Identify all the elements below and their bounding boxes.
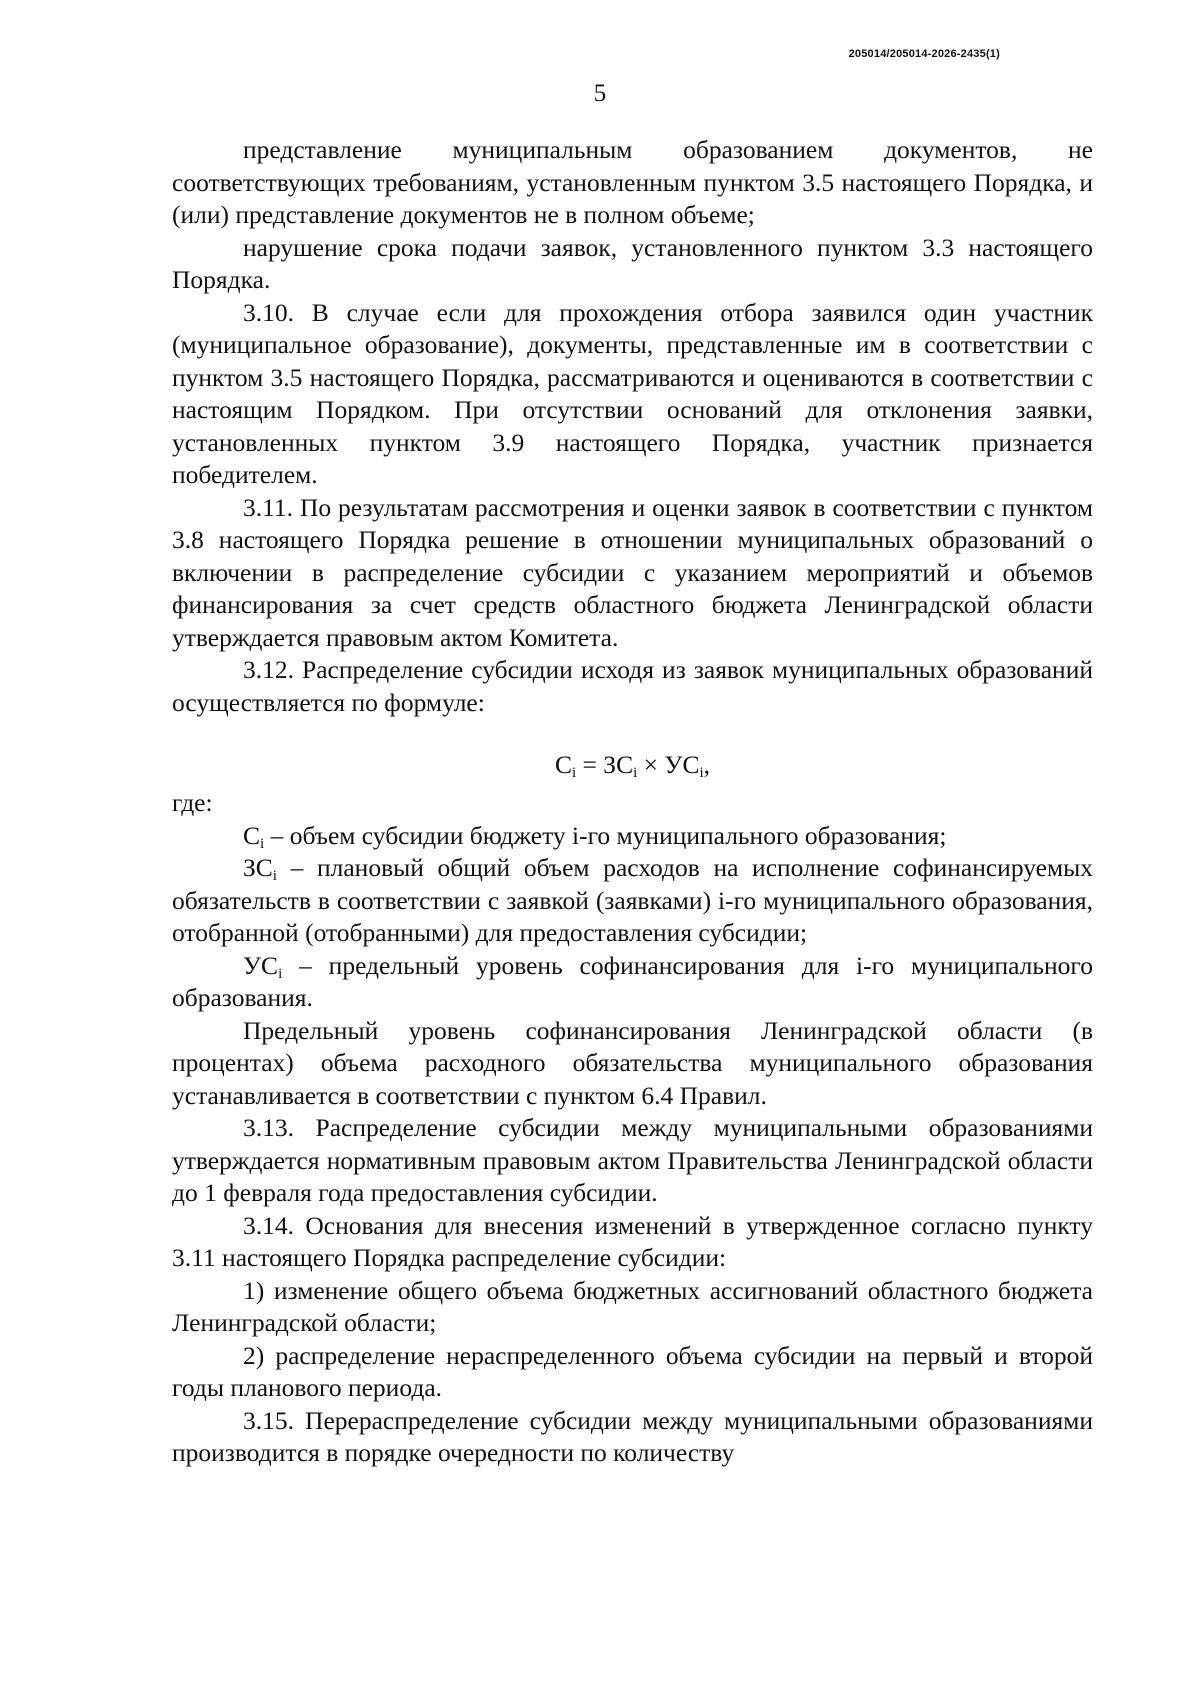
paragraph-cofinancing: Предельный уровень софинансирования Ленинградской области (в процентах) объема расходного обязательства муниципального образования устанавливается в соответствии с пунктом 6.4 Правил. bbox=[172, 1015, 1093, 1110]
paragraph-3-15: 3.15. Перераспределение субсидии между муниципальными образованиями производится в порядке очередности по количеству bbox=[172, 1405, 1093, 1467]
paragraph-3-14: 3.14. Основания для внесения изменений в утвержденное согласно пункту 3.11 настоящего Порядка распределение субсидии: bbox=[172, 1210, 1093, 1272]
formula-sub-3: i bbox=[699, 765, 704, 781]
document-body bbox=[172, 134, 1093, 1470]
def3-text: – предельный уровень софинансирования для i-го муниципального образования. bbox=[172, 950, 1093, 1012]
paragraph-1: представление муниципальным образованием документов, не соответствующих требованиям, установленным пунктом 3.5 настоящего Порядка, и (или) представление документов не в полном объеме; bbox=[172, 135, 1093, 229]
def3-sub: i bbox=[278, 965, 283, 982]
paragraph-3-14-item-2: 2) распределение нераспределенного объема субсидии на первый и второй годы планового периода. bbox=[172, 1340, 1093, 1402]
paragraph-3-12: 3.12. Распределение субсидии исходя из заявок муниципальных образований осуществляется по формуле: bbox=[172, 655, 1093, 717]
formula-c: C bbox=[554, 750, 572, 779]
def1-text: – объем субсидии бюджету i-го муниципального образования; bbox=[264, 820, 947, 850]
def2-text: – плановый общий объем расходов на исполнение софинансируемых обязательств в соответствии с заявкой (заявками) i-го муниципального образования, отобранной (отобранными) для предоставления субсидии; bbox=[172, 853, 1093, 947]
paragraph-3-13: 3.13. Распределение субсидии между муниципальными образованиями утверждается нормативным правовым актом Правительства Ленинградской области до 1 февраля года предоставления субсидии. bbox=[172, 1113, 1093, 1207]
formula bbox=[172, 747, 1093, 783]
definition-2 bbox=[172, 852, 1093, 950]
page-number: 5 bbox=[593, 80, 607, 107]
formula-sub-1: i bbox=[572, 765, 577, 781]
paragraph-2: нарушение срока подачи заявок, установленного пунктом 3.3 настоящего Порядка. bbox=[172, 232, 1093, 294]
paragraph-3-11: 3.11. По результатам рассмотрения и оценки заявок в соответствии с пунктом 3.8 настоящего Порядка решение в отношении муниципальных образований о включении в распределение субсидии с указанием мероприятий и объемов финансирования за счет средств областного бюджета Ленинградской области утверждается правовым актом Комитета. bbox=[172, 492, 1093, 652]
formula-sub-2: i bbox=[633, 765, 638, 781]
formula-end: , bbox=[703, 750, 711, 779]
paragraph-3-10: 3.10. В случае если для прохождения отбора заявился один участник (муниципальное образование), документы, представленные им в соответствии с пунктом 3.5 настоящего Порядка, рассматриваются и оцениваются в соответствии с настоящим Порядком. При отсутствии оснований для отклонения заявки, установленных пунктом 3.9 настоящего Порядка, участник признается победителем. bbox=[172, 297, 1093, 489]
def2-symbol: ЗC bbox=[243, 853, 273, 882]
def1-symbol: C bbox=[243, 820, 261, 850]
where-label: где: bbox=[172, 788, 213, 817]
def2-sub: i bbox=[272, 868, 277, 884]
definition-1 bbox=[172, 820, 1093, 853]
document-id: 205014/205014-2026-2435(1) bbox=[848, 48, 1000, 60]
formula-mid: = ЗC bbox=[576, 750, 634, 779]
def3-symbol: УC bbox=[243, 950, 279, 980]
paragraph-3-14-item-1: 1) изменение общего объема бюджетных ассигнований областного бюджета Ленинградской области; bbox=[172, 1275, 1093, 1337]
formula-times: × УC bbox=[637, 750, 700, 779]
definition-3 bbox=[172, 950, 1093, 1015]
def1-sub: i bbox=[260, 835, 265, 852]
